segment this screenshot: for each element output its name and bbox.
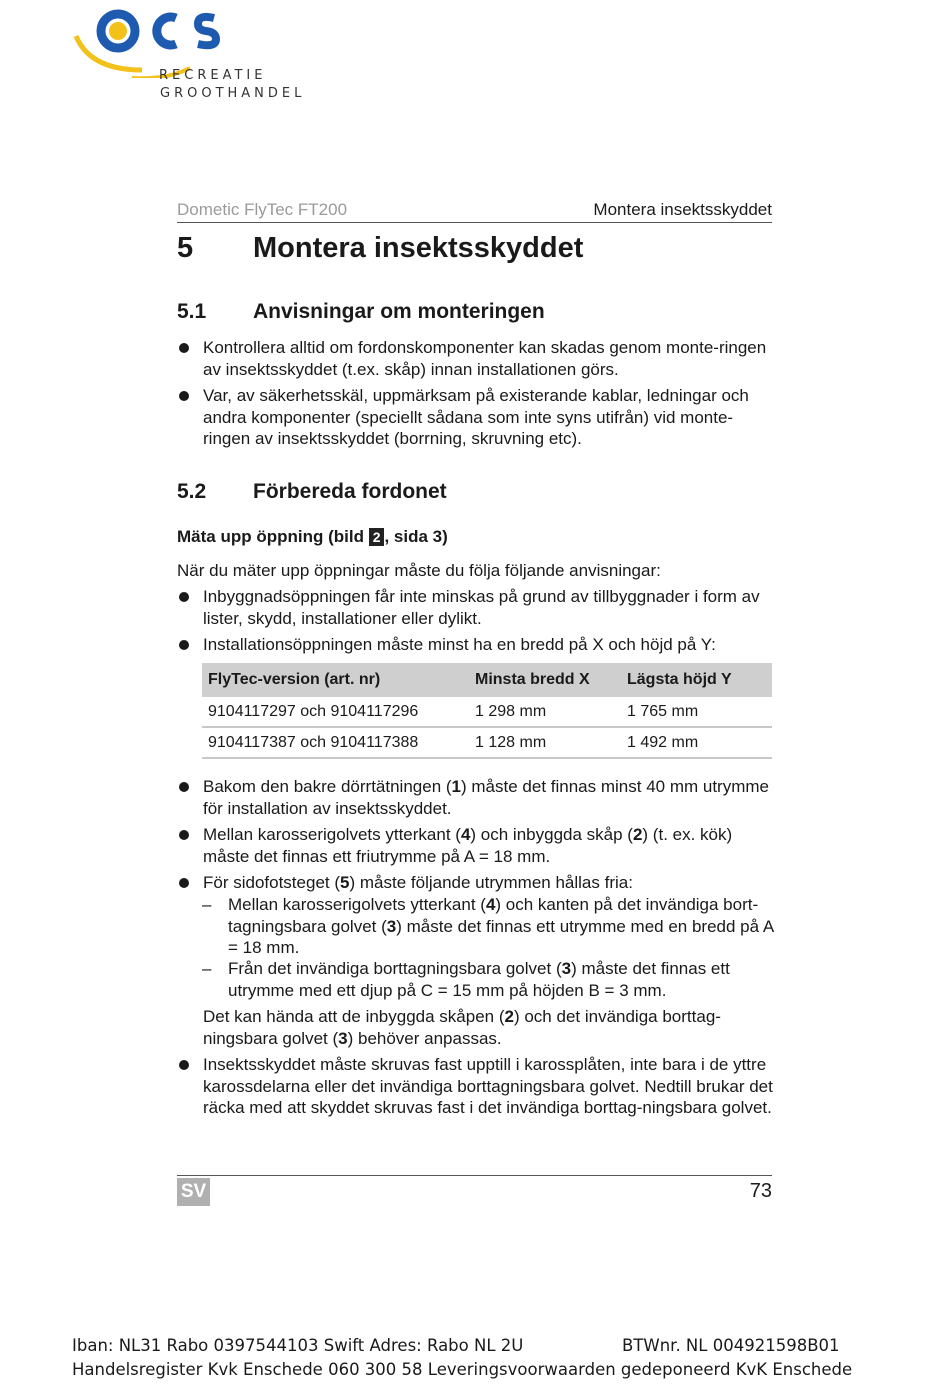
note-paragraph: Det kan hända att de inbyggda skåpen (2) och det invändiga borttag-ningsbara golvet (3) behöver anpassas.	[203, 1007, 721, 1048]
intro-paragraph: När du mäter upp öppningar måste du följa följande anvisningar:	[177, 561, 661, 580]
section-title: Förbereda fordonet	[253, 480, 447, 503]
dash-list-item	[202, 958, 777, 1001]
list-item-text: Inbyggnadsöppningen får inte minskas på grund av tillbyggnader i form av lister, skydd, installationer eller dylikt.	[203, 587, 760, 628]
bullet-icon	[179, 830, 189, 840]
logo-line-recreatie: RECREATIE	[159, 68, 267, 83]
section-number: 5.1	[177, 300, 207, 323]
list-item-text: Var, av säkerhetsskäl, uppmärksam på existerande kablar, ledningar och andra komponenter (speciellt sådana som inte syns utifrån) vid monte-ringen av insektsskyddet (borrning, skruvning etc).	[203, 386, 749, 448]
page-number: 73	[749, 1180, 772, 1202]
section-number: 5.2	[177, 480, 207, 503]
list-item	[177, 634, 777, 656]
bullet-icon	[179, 878, 189, 888]
table-cell: 1 492 mm	[621, 727, 772, 758]
table-header-cell: Minsta bredd X	[469, 663, 621, 697]
table-header-row	[202, 663, 772, 697]
list-item-text: Mellan karosserigolvets ytterkant (4) och inbyggda skåp (2) (t. ex. kök) måste det finnas ett friutrymme på A = 18 mm.	[203, 825, 733, 866]
list-item	[177, 1054, 777, 1119]
list-item	[177, 385, 777, 450]
vat-number: BTWnr. NL 004921598B01	[622, 1336, 840, 1355]
list-item-text: Installationsöppningen måste minst ha en bredd på X och höjd på Y:	[203, 635, 716, 654]
subheading-text: , sida 3)	[384, 527, 448, 546]
chapter-title: Montera insektsskyddet	[253, 232, 584, 264]
table-cell: 1 765 mm	[621, 697, 772, 727]
list-item-text: Kontrollera alltid om fordonskomponenter kan skadas genom monte-ringen av insektsskyddet (t.ex. skåp) innan installationen görs.	[203, 338, 767, 379]
dash-item-text: Från det invändiga borttagningsbara golvet (3) måste det finnas ett utrymme med ett djup på C = 15 mm på höjden B = 3 mm.	[228, 959, 730, 1000]
table-row	[202, 697, 772, 727]
language-tab: SV	[177, 1178, 210, 1206]
dash-marker: –	[202, 895, 212, 914]
dash-list-item	[202, 894, 777, 959]
list-item	[177, 586, 777, 629]
chapter-heading	[177, 232, 583, 265]
table-cell: 9104117387 och 9104117388	[202, 727, 469, 758]
list-item-text: Insektsskyddet måste skruvas fast upptill i karossplåten, inte bara i de yttre karossdelarna eller det invändiga borttagningsbara golvet. Nedtill brukar det räcka med att skyddet skruvas fast i det invändiga borttag-ningsbara golvet.	[203, 1055, 773, 1117]
dash-item-text: Mellan karosserigolvets ytterkant (4) och kanten på det invändiga bort-tagningsbara golvet (3) måste det finnas ett utrymme med en bredd på A = 18 mm.	[228, 895, 774, 957]
ocs-logo	[72, 8, 312, 104]
footer-divider	[177, 1175, 772, 1176]
registration-details: Handelsregister Kvk Enschede 060 300 58 Leveringsvoorwaarden gedeponeerd KvK Enschede	[72, 1360, 853, 1379]
section-heading-5-2	[177, 480, 447, 504]
list-item	[177, 824, 777, 867]
list-item	[177, 337, 777, 380]
bullet-icon	[179, 343, 189, 353]
list-item	[177, 776, 777, 819]
table-header-cell: Lägsta höjd Y	[621, 663, 772, 697]
running-header-product: Dometic FlyTec FT200	[177, 200, 348, 219]
table-cell: 9104117297 och 9104117296	[202, 697, 469, 727]
table-cell: 1 298 mm	[469, 697, 621, 727]
bullet-icon	[179, 1060, 189, 1070]
bank-details: Iban: NL31 Rabo 0397544103 Swift Adres: Rabo NL 2U	[72, 1336, 524, 1355]
running-header-chapter: Montera insektsskyddet	[593, 200, 772, 219]
section-heading-5-1	[177, 300, 545, 324]
list-item	[177, 872, 777, 894]
dimensions-table	[202, 663, 772, 759]
figure-badge: 2	[369, 528, 385, 546]
list-item-text: Bakom den bakre dörrtätningen (1) måste det finnas minst 40 mm utrymme för installation av insektsskyddet.	[203, 777, 769, 818]
table-header-cell: FlyTec-version (art. nr)	[202, 663, 469, 697]
list-item-text: För sidofotsteget (5) måste följande utrymmen hållas fria:	[203, 873, 633, 892]
dash-marker: –	[202, 959, 212, 978]
logo-line-groothandel: GROOTHANDEL	[160, 86, 306, 101]
table-cell: 1 128 mm	[469, 727, 621, 758]
subheading-text: Mäta upp öppning (bild	[177, 527, 369, 546]
table-row	[202, 727, 772, 758]
section-title: Anvisningar om monteringen	[253, 300, 545, 323]
bullet-icon	[179, 592, 189, 602]
bullet-icon	[179, 782, 189, 792]
subheading-measure-opening	[177, 527, 448, 547]
chapter-number: 5	[177, 232, 194, 264]
header-divider	[177, 222, 772, 223]
bullet-icon	[179, 640, 189, 650]
bullet-icon	[179, 391, 189, 401]
